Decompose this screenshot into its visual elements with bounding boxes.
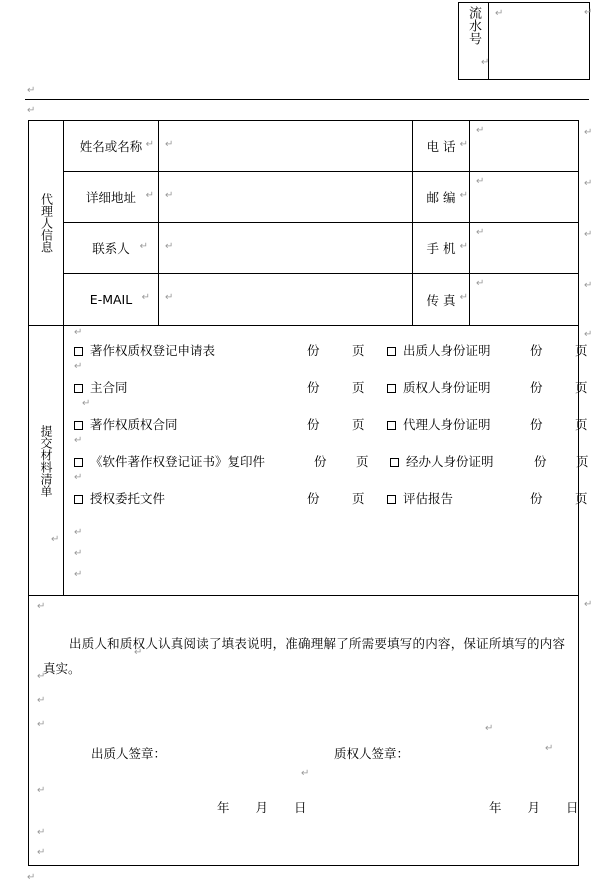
paragraph-mark [460, 140, 468, 150]
agent-email-input[interactable] [159, 274, 413, 325]
material-right-copies-unit: 份 [530, 380, 543, 395]
declaration-text: 出质人和质权人认真阅读了填表说明，准确理解了所需要填写的内容，保证所填写的内容真实。 [43, 635, 565, 676]
material-left-copies-unit: 份 [307, 491, 320, 506]
material-item-right[interactable] [387, 378, 491, 396]
material-item-left[interactable] [74, 341, 215, 359]
horizontal-divider [25, 99, 589, 100]
table-row [64, 274, 578, 325]
paragraph-mark [37, 828, 45, 838]
paragraph-mark [584, 281, 592, 291]
material-item-right-label: 代理人身份证明 [403, 417, 491, 432]
material-item-left[interactable] [74, 452, 265, 470]
checkbox-icon[interactable] [390, 458, 399, 467]
paragraph-mark [165, 191, 173, 201]
material-item-left-label: 《软件著作权登记证书》复印件 [90, 454, 266, 469]
paragraph-mark [51, 535, 59, 545]
agent-name-label-cell [64, 121, 159, 171]
paragraph-mark [476, 228, 484, 238]
agent-name-label: 姓名或名称 [79, 139, 143, 154]
agent-email-label: E-MAIL [89, 292, 133, 307]
agent-contact-label-cell [64, 223, 159, 273]
material-left-pages-unit: 页 [356, 454, 369, 469]
paragraph-mark [545, 744, 553, 754]
paragraph-mark [37, 602, 45, 612]
agent-mobile-input[interactable] [470, 223, 578, 273]
declaration-section [29, 596, 590, 869]
checkbox-icon[interactable] [74, 458, 83, 467]
agent-name-input[interactable] [159, 121, 413, 171]
material-item-right[interactable] [390, 452, 494, 470]
paragraph-mark [584, 179, 592, 189]
agent-postcode-input[interactable] [470, 172, 578, 222]
paragraph-mark [27, 873, 35, 883]
checkbox-icon[interactable] [74, 495, 83, 504]
paragraph-mark [165, 140, 173, 150]
paragraph-mark [37, 696, 45, 706]
paragraph-mark [37, 786, 45, 796]
agent-address-label: 详细地址 [85, 190, 136, 205]
material-right-pages-unit: 页 [575, 380, 588, 395]
materials-checklist-rows [64, 326, 589, 595]
material-left-copies-unit: 份 [307, 380, 320, 395]
agent-information-side-label: 代理人信息 [39, 193, 54, 253]
agent-fax-label-cell [413, 274, 470, 325]
list-item [64, 443, 589, 480]
material-item-left-label: 主合同 [90, 380, 128, 395]
paragraph-mark [27, 86, 35, 96]
agent-fax-label: 传 真 [426, 292, 456, 308]
material-right-copies-unit: 份 [530, 343, 543, 358]
agent-information-rows [64, 121, 578, 325]
checkbox-icon[interactable] [387, 421, 396, 430]
checkbox-icon[interactable] [74, 384, 83, 393]
material-right-copies-unit: 份 [534, 454, 547, 469]
pledgee-date-label: 年 月 日 [489, 800, 590, 815]
paragraph-mark [485, 724, 493, 734]
paragraph-mark [146, 191, 154, 201]
paragraph-mark [165, 293, 173, 303]
paragraph-mark [165, 242, 173, 252]
paragraph-mark [460, 191, 468, 201]
table-row [64, 121, 578, 172]
paragraph-mark [584, 230, 592, 240]
application-form-table [28, 120, 590, 866]
paragraph-mark [460, 242, 468, 252]
material-item-left-label: 授权委托文件 [90, 491, 166, 506]
agent-mobile-label: 手 机 [426, 241, 456, 256]
paragraph-mark [460, 293, 468, 303]
paragraph-mark [142, 293, 150, 303]
agent-postcode-label: 邮 编 [426, 190, 456, 205]
materials-checklist-side-label-cell [29, 326, 64, 595]
material-right-copies-unit: 份 [530, 491, 543, 506]
agent-email-label-cell [64, 274, 159, 325]
agent-contact-label: 联系人 [92, 241, 130, 256]
paragraph-mark [74, 528, 82, 538]
list-item [64, 332, 588, 369]
agent-mobile-label-cell [413, 223, 470, 273]
paragraph-mark [37, 848, 45, 858]
serial-number-label: 流水号 [466, 6, 481, 45]
agent-contact-input[interactable] [159, 223, 413, 273]
agent-phone-input[interactable] [470, 121, 578, 171]
table-row [64, 172, 578, 223]
paragraph-mark [476, 126, 484, 136]
material-item-right-label: 经办人身份证明 [406, 454, 494, 469]
material-right-pages-unit: 页 [575, 417, 588, 432]
paragraph-mark [74, 570, 82, 580]
material-left-copies-unit: 份 [307, 417, 320, 432]
checkbox-icon[interactable] [387, 384, 396, 393]
pledgee-signature-label: 质权人签章： [334, 746, 410, 761]
agent-phone-label: 电 话 [426, 139, 456, 154]
paragraph-mark [584, 330, 592, 340]
material-item-right[interactable] [387, 341, 491, 359]
paragraph-mark [495, 9, 503, 19]
material-item-left-label: 著作权质权登记申请表 [90, 343, 216, 358]
material-item-right-label: 质权人身份证明 [403, 380, 491, 395]
agent-information-section [29, 121, 578, 325]
paragraph-mark [584, 128, 592, 138]
checkbox-icon[interactable] [387, 495, 396, 504]
serial-number-label-cell [459, 3, 489, 79]
paragraph-mark [476, 177, 484, 187]
agent-information-side-label-cell [29, 121, 64, 325]
material-item-left-label: 著作权质权合同 [90, 417, 178, 432]
material-right-pages-unit: 页 [575, 343, 588, 358]
material-item-right-label: 出质人身份证明 [403, 343, 491, 358]
paragraph-mark [27, 106, 35, 116]
materials-checklist-section [29, 325, 589, 596]
material-right-copies-unit: 份 [530, 417, 543, 432]
paragraph-mark [140, 242, 148, 252]
paragraph-mark [134, 648, 142, 658]
paragraph-mark [74, 549, 82, 559]
material-right-pages-unit: 页 [576, 454, 589, 469]
material-left-pages-unit: 页 [352, 380, 365, 395]
agent-fax-input[interactable] [470, 274, 578, 325]
material-left-copies-unit: 份 [307, 343, 320, 358]
agent-address-input[interactable] [159, 172, 413, 222]
list-item [64, 369, 588, 406]
checkbox-icon[interactable] [74, 347, 83, 356]
material-left-copies-unit: 份 [314, 454, 327, 469]
paragraph-mark [584, 600, 592, 610]
paragraph-mark [584, 8, 592, 18]
serial-number-box [458, 2, 590, 80]
pledgor-date-label: 年 月 日 [217, 800, 318, 815]
material-item-left[interactable] [74, 378, 128, 396]
material-item-right-label: 评估报告 [403, 491, 454, 506]
material-right-pages-unit: 页 [575, 491, 588, 506]
material-item-right[interactable] [387, 415, 491, 433]
checkbox-icon[interactable] [387, 347, 396, 356]
material-item-left[interactable] [74, 489, 165, 507]
list-item [64, 406, 588, 443]
paragraph-mark [37, 720, 45, 730]
serial-number-input[interactable] [489, 3, 589, 79]
paragraph-mark [146, 140, 154, 150]
paragraph-mark [301, 769, 309, 779]
paragraph-mark [37, 672, 45, 682]
list-item [64, 480, 588, 517]
pledgor-signature-label: 出质人签章： [91, 746, 167, 761]
materials-checklist-side-label: 提交材料清单 [39, 424, 53, 497]
agent-postcode-label-cell [413, 172, 470, 222]
checkbox-icon[interactable] [74, 421, 83, 430]
material-left-pages-unit: 页 [352, 343, 365, 358]
material-left-pages-unit: 页 [352, 417, 365, 432]
agent-phone-label-cell [413, 121, 470, 171]
agent-address-label-cell [64, 172, 159, 222]
material-left-pages-unit: 页 [352, 491, 365, 506]
table-row [64, 223, 578, 274]
material-item-right[interactable] [387, 489, 453, 507]
paragraph-mark [476, 279, 484, 289]
material-item-left[interactable] [74, 415, 178, 433]
